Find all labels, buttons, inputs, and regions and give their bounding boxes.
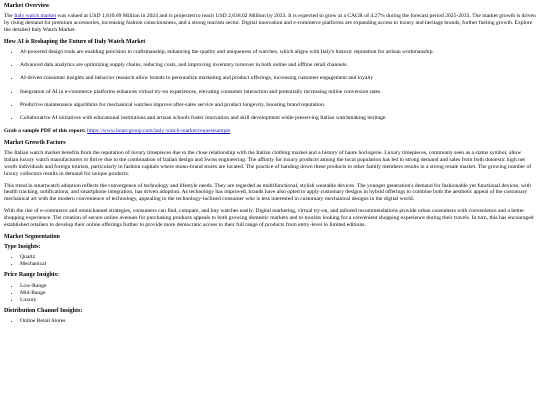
sample-pdf-line: [4, 128, 536, 135]
list-item: • Online Retail Stores: [20, 318, 536, 325]
list-item: • Integration of AI in e-commerce platforms enhances virtual try-on experiences, elevating consumer interaction and potentially increasing online conversion rates.: [20, 89, 536, 96]
growth-paragraph-3: With the rise of e-commerce and omnichannel strategies, consumers can find, compare, and buy watches easily. Digital marketing, virtual try-on, and tailored recommendations provide urban consumers with convenience and a better shopping experience. The creation of secure online avenues for purchasing products appeals to both growing domestic markets and to tourists looking for a convenient shopping experience during their travels. In turn, this has encouraged established retailers to develop their online offerings further to provide more democratic access to their full range of products from entry-level to limited editions.: [4, 208, 534, 228]
ai-section-heading: How AI is Reshaping the Future of Italy Watch Market: [4, 38, 146, 45]
overview-intro-post: was valued at USD 1,810.69 Million in 2024 and is projected to reach USD 2,638.02 Million by 2033. It is expected to grow at a CAGR of 4.27% during the forecast period 2025-2033. The market growth is driven by rising demand for premium accessories, increasing fashion consciousness, and a strong tourism sector. Digital innovation and e-commerce platforms are expanding access to luxury and heritage brands, further fueling growth. Explore the detailed Italy Watch Market.: [4, 13, 536, 33]
distribution-channel-list: [4, 318, 536, 325]
distribution-channel-heading: Distribution Channel Insights:: [4, 308, 83, 315]
ai-bullet-list: [4, 49, 536, 122]
list-item: • AI-powered design tools are enabling precision in craftsmanship, enhancing the quality and uniqueness of watches, which aligns with Italy's historic reputation for artisan workmanship.: [20, 49, 536, 56]
list-item: • Collaborative AI initiatives with educational institutions and artisan schools foster innovation and skill development while preserving Italian watchmaking heritage.: [20, 115, 536, 122]
list-item: • AI-driven consumer insights and behavior research allow brands to personalize marketing and product offerings, increasing customer engagement and loyalty: [20, 75, 536, 82]
overview-paragraph: [4, 13, 536, 33]
sample-pdf-link[interactable]: https://www.imarcgroup.com/italy-watch-market/requestsample: [87, 128, 231, 135]
market-overview-heading: Market Overview: [4, 3, 50, 9]
list-item: • Predictive maintenance algorithms for mechanical watches improve after-sales service and product longevity, boosting brand reputation.: [20, 102, 536, 109]
price-range-list: [4, 283, 536, 304]
growth-paragraph-1: The Italian watch market benefits from the reputation of luxury timepieces due to the close relationship with the Italian clothing market and a history of haute horlogerie. Luxury timepieces, commonly seen as a status symbol, allow Italian luxury watch manufacturers to thrive due to the combination of Italian design and Swiss engineering. The affinity for luxury products among the local population has led to strong demand and sales from both domestic high net worth individuals and foreign tourists, particularly in fashion capitals where mono-brand stores are located. The practice of handing down these products to other family members results in a strong resale market. The growing number of luxury collectors results in demand for unique products.: [4, 150, 532, 177]
growth-paragraph-2: This trend in smartwatch adoption reflects the convergence of technology and lifestyle needs. They are regarded as multifunctional, stylish wearable devices. The younger generation's demand for fashionable yet functional devices, with health tracking, notifications, and smartphone integration, has driven adoption. As technology has improved, brands have also opted to apply customary designs in hybrid offerings to combine both the aesthetic appeal of the customary mechanical art with the modern convenience of technology, appealing to the technology-inclined consumer who is less interested in customary mechanical designs in the digital world.: [4, 182, 531, 203]
list-item: • Advanced data analytics are optimizing supply chains, reducing costs, and improving inventory turnover in both online and offline retail channels.: [20, 62, 536, 69]
list-item: • Luxury: [20, 297, 536, 304]
type-insights-heading: Type Insights:: [4, 243, 41, 250]
list-item: • Mid-Range: [20, 290, 536, 297]
type-list: [4, 254, 536, 268]
price-range-heading: Price Range Insights:: [4, 272, 59, 279]
segmentation-heading: Market Segmentation: [4, 233, 60, 240]
list-item: • Quartz: [20, 254, 536, 261]
list-item: • Low-Range: [20, 283, 536, 290]
overview-intro-pre: The: [4, 13, 15, 20]
list-item: • Mechanical: [20, 261, 536, 268]
sample-pdf-label: Grab a sample PDF of this report:: [4, 128, 86, 135]
italy-watch-market-link[interactable]: Italy watch market: [14, 13, 57, 20]
growth-factors-heading: Market Growth Factors: [4, 140, 66, 147]
